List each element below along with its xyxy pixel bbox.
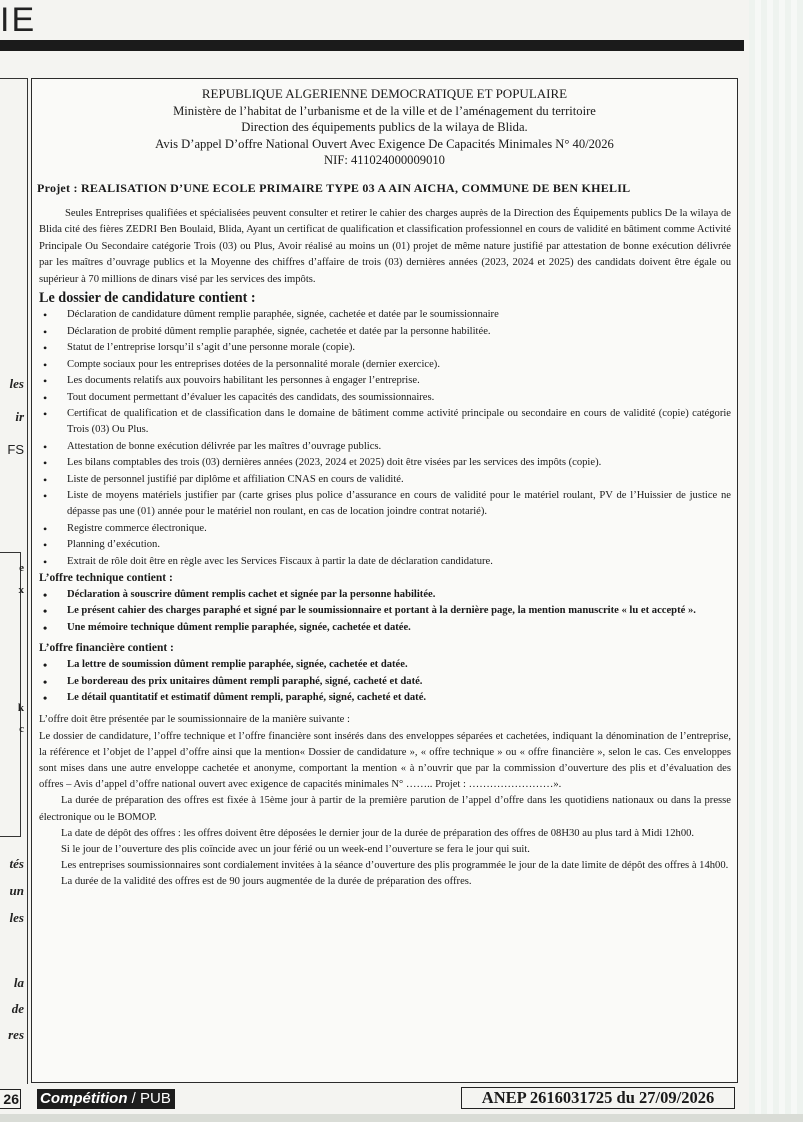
ministry-name: Ministère de l’habitat de l’urbanisme et de la ville et de l’aménagement du territoire (173, 103, 596, 118)
list-item: • Les documents relatifs aux pouvoirs habilitant les personnes à engager l’entreprise. (42, 373, 731, 389)
list-item: • Les bilans comptables des trois (03) dernières années (2023, 2024 et 2025) doit être visées par les services des impôts (copie). (42, 455, 731, 471)
technical-offer-list (32, 587, 737, 636)
section-tag (37, 1089, 175, 1109)
list-item: • Le détail quantitatif et estimatif dûment rempli, paraphé, signé, cacheté et daté. (42, 690, 731, 706)
section-separator: / (131, 1090, 136, 1107)
page-number: 26 (0, 1089, 21, 1109)
republic-title: REPUBLIQUE ALGERIENNE DEMOCRATIQUE ET POPULAIRE (201, 86, 568, 101)
adjacent-column-fragment: un (9, 883, 24, 898)
list-item: • Attestation de bonne exécution délivrée par les maîtres d’ouvrage publics. (42, 439, 731, 455)
dossier-list (32, 307, 737, 570)
masthead-fragment: IE (0, 1, 37, 39)
list-item: • Tout document permettant d’évaluer les capacités des candidats, des soumissionnaires. (42, 390, 731, 406)
list-item: • Déclaration à souscrire dûment remplis cachet et signée par la personne habilitée. (42, 587, 731, 603)
pub-label: PUB (140, 1090, 171, 1107)
list-item: • Certificat de qualification et de classification dans le domaine de bâtiment comme activité principale ou secondaire en cours de validité (copie) catégorie Trois (03) Ou Plus. (42, 406, 731, 439)
offer-validity: La durée de la validité des offres est de 90 jours augmentée de la durée de préparation des offres. (61, 876, 472, 888)
list-item: • Extrait de rôle doit être en règle avec les Services Fiscaux à partir la date de déclaration candidature. (42, 554, 731, 570)
list-item: • Liste de moyens matériels justifier par (carte grises plus police d’assurance en cours de validité pour le matériel roulant, PV de l’Huissier de justice ne dépasse pas une (01) année pour le matériel non roulant, en cas de location joindre contrat notarié). (42, 488, 731, 521)
adjacent-column-fragment: de (11, 1001, 24, 1016)
section-name: Compétition (40, 1090, 128, 1107)
list-item: • Une mémoire technique dûment remplie paraphée, signée, cachetée et datée. (42, 620, 731, 636)
page-bottom-shadow (0, 1114, 803, 1122)
adjacent-column-fragment: les (9, 376, 24, 391)
top-rule (0, 40, 744, 51)
tender-notice (31, 78, 738, 1083)
adjacent-column-fragment: e (19, 562, 24, 574)
list-item: • Le présent cahier des charges paraphé et signé par le soumissionnaire et portant à la dernière page, la mention manuscrite « lu et accepté ». (42, 603, 731, 619)
notice-header (32, 86, 737, 169)
list-item: • Planning d’exécution. (42, 537, 731, 553)
presentation-body: Le dossier de candidature, l’offre technique et l’offre financière sont insérés dans des enveloppes séparées et cachetées, indiquant la dénomination de l’entreprise, la référence et l’objet de l’appel d’offre ainsi que la mention« Dossier de candidature », « offre technique » ou « offre financière », selon le cas. Ces enveloppes sont mises dans une autre enveloppe cachetée et anonyme, comportant la mention « à n’ouvrir que par la commission d’ouverture des plis et d’évaluation des offres – Avis d’appel d’offre national ouvert avec exigence de capacités minimales N° …….. Projet : ……………………». (39, 730, 731, 791)
financial-offer-title: L’offre financière contient : (39, 642, 174, 655)
list-item: • Compte sociaux pour les entreprises dotées de la personnalité morale (dernier exercice). (42, 357, 731, 373)
directorate-name: Direction des équipements publics de la wilaya de Blida. (241, 120, 528, 135)
adjacent-column-fragment: FS (7, 442, 24, 457)
adjacent-column-fragment: c (19, 723, 24, 735)
eligibility-paragraph: Seules Entreprises qualifiées et spécialisées peuvent consulter et retirer le cahier des charges auprès de la Direction des Équipements publics De la wilaya de Blida cité des fières ZEDRI Ben Boulaid, Blida, Ayant un certificat de qualification et classification professionnel en cours de validité en bâtiment comme Activité Principale Ou Secondaire catégorie Trois (03) ou Plus, Avoir réalisé au moins un (01) projet de même nature justifié par attestation de bonne exécution délivrée par les maîtres d’ouvrage publics et la Moyenne des chiffres d’affaire de trois (03) dernières années (2023, 2024 et 2025) des candidats doivent être égale ou supérieur à 70 millions de dinars visé par les services des impôts. (39, 207, 731, 285)
adjacent-column-fragment: k (17, 702, 24, 714)
page-edge-stripe (749, 0, 803, 1122)
presentation-lead: L’offre doit être présentée par le soumissionnaire de la manière suivante : (39, 714, 350, 726)
financial-offer-list (32, 657, 737, 706)
project-title: Projet : REALISATION D’UNE ECOLE PRIMAIRE TYPE 03 A AIN AICHA, COMMUNE DE BEN KHELIL (37, 180, 631, 195)
adjacent-column-fragment: les (9, 910, 24, 925)
deposit-date: La date de dépôt des offres : les offres doivent être déposées le dernier jour de la durée de préparation des offres de 08H30 au plus tard à Midi 12h00. (61, 827, 695, 839)
dossier-title: Le dossier de candidature contient : (39, 290, 256, 307)
preparation-duration: La durée de préparation des offres est fixée à 15ème jour à partir de la première parution de l’appel d’offre dans les quotidiens nationaux ou dans la presse électronique ou le BOMOP. (39, 795, 731, 823)
list-item: • Liste de personnel justifié par diplôme et affiliation CNAS en cours de validité. (42, 472, 731, 488)
adjacent-column-fragment: res (8, 1027, 24, 1042)
adjacent-column-fragment: ir (15, 409, 24, 424)
technical-offer-title: L’offre technique contient : (39, 571, 173, 584)
list-item: • Statut de l’entreprise lorsqu’il s’agit d’une personne morale (copie). (42, 340, 731, 356)
list-item: • Déclaration de probité dûment remplie paraphée, signée, cachetée et datée par la personne habilitée. (42, 324, 731, 340)
notice-title: Avis D’appel D’offre National Ouvert Avec Exigence De Capacités Minimales N° 40/2026 (155, 136, 614, 151)
list-item: • Déclaration de candidature dûment remplie paraphée, signée, cachetée et datée par le soumissionnaire (42, 307, 731, 323)
list-item: • Registre commerce électronique. (42, 521, 731, 537)
list-item: • Le bordereau des prix unitaires dûment rempli paraphé, signé, cacheté et daté. (42, 674, 731, 690)
opening-invitation: Les entreprises soumissionnaires sont cordialement invitées à la séance d’ouverture des plis programmée le jour de la date limite de dépôt des offres à 14h00. (61, 860, 729, 872)
list-item: • La lettre de soumission dûment remplie paraphée, signée, cachetée et datée. (42, 657, 731, 673)
adjacent-column-fragment: tés (9, 856, 24, 871)
nif-number: NIF: 411024000009010 (324, 153, 445, 168)
adjacent-column-fragment: la (13, 975, 24, 990)
anep-reference: ANEP 2616031725 du 27/09/2026 (461, 1087, 735, 1109)
adjacent-column-fragment: x (18, 584, 24, 596)
holiday-rule: Si le jour de l’ouverture des plis coïncide avec un jour férié ou un week-end l’ouverture se fera le jour qui suit. (61, 844, 530, 856)
